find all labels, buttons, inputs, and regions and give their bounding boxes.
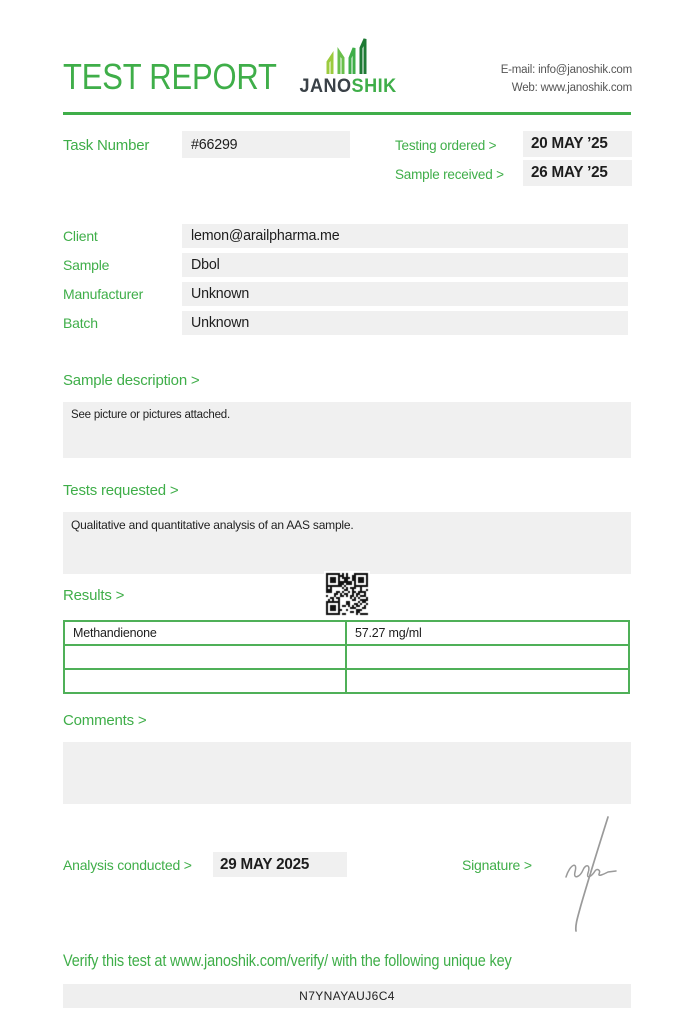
signature-image (550, 810, 632, 938)
sample-value: Dbol (182, 253, 628, 277)
contact-info (501, 61, 632, 97)
sample-description-text: See picture or pictures attached. (71, 409, 230, 421)
result-value: 57.27 mg/ml (355, 626, 422, 640)
results-table (63, 620, 630, 694)
batch-value: Unknown (182, 311, 628, 335)
client-value: lemon@arailpharma.me (182, 224, 628, 248)
qr-code-image (324, 571, 370, 617)
contact-email: E-mail: info@janoshik.com (500, 64, 632, 76)
unique-key-value: N7YNAYAUJ6C4 (63, 984, 631, 1008)
tests-requested-text: Qualitative and quantitative analysis of an AAS sample. (71, 518, 354, 532)
verify-instruction: Verify this test at www.janoshik.com/verify/ with the following unique key (63, 952, 512, 970)
batch-label: Batch (63, 315, 98, 331)
result-analyte (65, 646, 347, 668)
client-label: Client (63, 228, 98, 244)
result-value (347, 646, 628, 668)
chart-bars-icon (318, 36, 376, 76)
testing-ordered-value: 20 MAY ’25 (523, 131, 632, 157)
sample-description-heading: Sample description > (63, 372, 200, 389)
table-row (65, 622, 628, 644)
tests-requested-heading: Tests requested > (63, 482, 179, 499)
result-value (347, 670, 628, 692)
comments-heading: Comments > (63, 712, 147, 729)
analysis-conducted-value: 29 MAY 2025 (213, 852, 347, 877)
sample-received-label: Sample received > (395, 167, 504, 182)
manufacturer-value: Unknown (182, 282, 628, 306)
signature-label: Signature > (462, 857, 532, 873)
analysis-conducted-label: Analysis conducted > (63, 857, 192, 873)
logo-text-jano: JANO (299, 76, 352, 97)
logo-text-shik: SHIK (351, 76, 397, 97)
page-title: TEST REPORT (63, 56, 277, 97)
janoshik-logo (297, 36, 397, 98)
contact-web: Web: www.janoshik.com (511, 82, 632, 94)
task-number-label: Task Number (63, 137, 150, 154)
result-analyte: Methandienone (65, 622, 347, 644)
sample-received-value: 26 MAY ’25 (523, 160, 632, 186)
table-row (65, 668, 628, 692)
header-divider (63, 112, 631, 115)
sample-description-box (63, 402, 631, 458)
sample-label: Sample (63, 257, 110, 273)
logo-wordmark (300, 76, 395, 98)
table-row (65, 644, 628, 668)
manufacturer-label: Manufacturer (63, 286, 144, 302)
result-analyte (65, 670, 347, 692)
results-heading: Results > (63, 587, 125, 604)
task-number-value: #66299 (182, 131, 350, 158)
tests-requested-box (63, 512, 631, 574)
testing-ordered-label: Testing ordered > (395, 138, 497, 153)
comments-box (63, 742, 631, 804)
